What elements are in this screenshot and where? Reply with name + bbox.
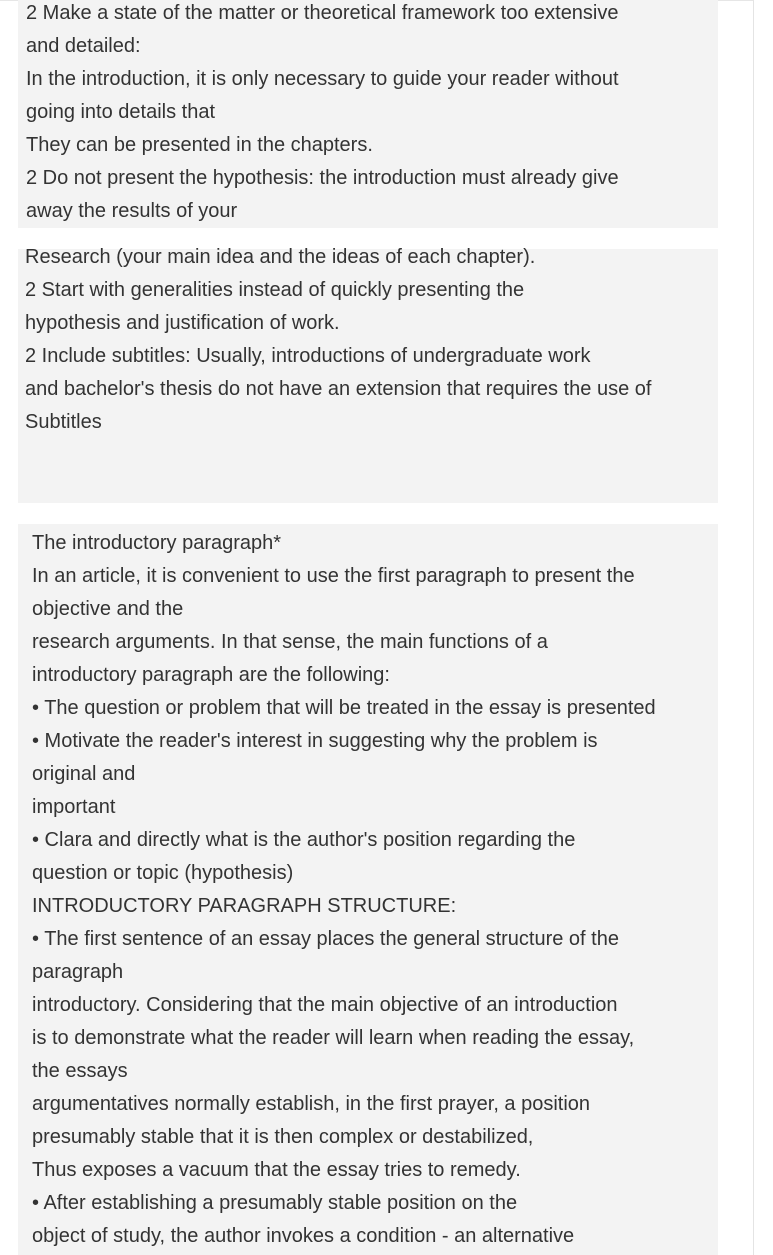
text-block-pitfalls-1: [18, 0, 718, 228]
text-line: research arguments. In that sense, the main functions of a: [32, 631, 548, 653]
structure-heading: INTRODUCTORY PARAGRAPH STRUCTURE:: [32, 895, 457, 917]
text-line: important: [32, 796, 116, 818]
page-scrollbar-track[interactable]: [753, 0, 773, 1255]
text-line: objective and the: [32, 598, 184, 620]
text-line: In the introduction, it is only necessary to guide your reader without: [26, 68, 619, 90]
text-line: the essays: [32, 1060, 128, 1082]
text-line: 2 Start with generalities instead of quickly presenting the: [25, 279, 525, 301]
bullet-line: • The question or problem that will be treated in the essay is presented: [32, 697, 656, 719]
text-line: paragraph: [32, 961, 124, 983]
text-line: Subtitles: [25, 411, 102, 433]
section-heading: The introductory paragraph*: [32, 532, 282, 554]
text-line: question or topic (hypothesis): [32, 862, 294, 884]
text-line: going into details that: [26, 101, 216, 123]
bullet-line: • The first sentence of an essay places the general structure of the: [32, 928, 619, 950]
text-line: introductory paragraph are the following:: [32, 664, 390, 686]
bullet-line: • Motivate the reader's interest in suggesting why the problem is: [32, 730, 598, 752]
text-line: presumably stable that it is then complex or destabilized,: [32, 1126, 534, 1148]
text-line: hypothesis and justification of work.: [25, 312, 340, 334]
text-line: 2 Do not present the hypothesis: the introduction must already give: [26, 167, 619, 189]
bullet-line: • After establishing a presumably stable position on the: [32, 1192, 518, 1214]
text-block-introductory-paragraph: [18, 524, 718, 1255]
text-line: Research (your main idea and the ideas of each chapter).: [25, 246, 536, 268]
text-line: Thus exposes a vacuum that the essay tries to remedy.: [32, 1159, 521, 1181]
text-line: introductory. Considering that the main objective of an introduction: [32, 994, 618, 1016]
text-line: 2 Include subtitles: Usually, introductions of undergraduate work: [25, 345, 591, 367]
text-line: away the results of your: [26, 200, 238, 222]
text-line: In an article, it is convenient to use the first paragraph to present the: [32, 565, 635, 587]
text-line: They can be presented in the chapters.: [26, 134, 373, 156]
bullet-line: • Clara and directly what is the author's position regarding the: [32, 829, 576, 851]
text-line: and detailed:: [26, 35, 141, 57]
text-line: object of study, the author invokes a condition - an alternative: [32, 1225, 575, 1247]
text-line: original and: [32, 763, 136, 785]
text-line: 2 Make a state of the matter or theoretical framework too extensive: [26, 2, 619, 24]
text-line: argumentatives normally establish, in the first prayer, a position: [32, 1093, 591, 1115]
text-line: and bachelor's thesis do not have an extension that requires the use of: [25, 378, 652, 400]
text-line: is to demonstrate what the reader will learn when reading the essay,: [32, 1027, 635, 1049]
text-block-pitfalls-2: [18, 246, 718, 503]
